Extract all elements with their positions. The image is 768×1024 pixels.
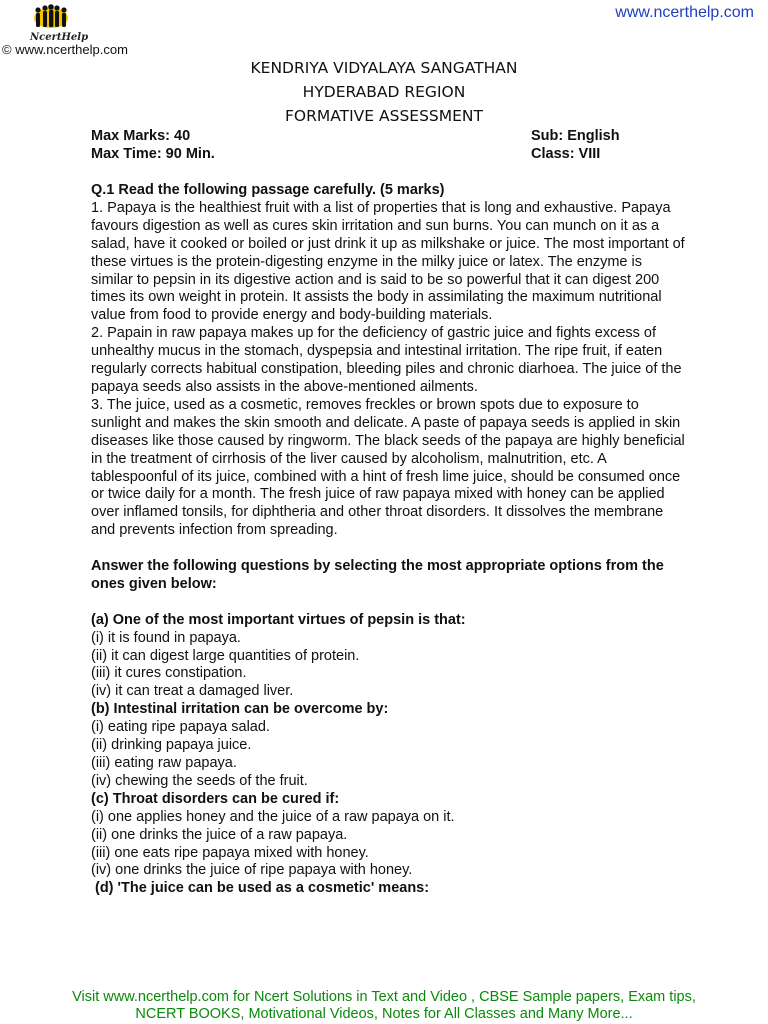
passage-paragraph-1: 1. Papaya is the healthiest fruit with a list of properties that is long and exhaustive. Papaya favours digestion as well as cures skin irritation and sun burns. You can munch on it as a salad, have it cooked or boiled or just drink it up as milkshake or juice. The most important of these virtues is the protein-digesting enzyme in the milky juice or latex. The enzyme is similar to pepsin in its digestive action and is said to be so powerful that it can digest 200 times its own weight in protein. It assists the body in assimilating the maximum nutritional value from food to provide energy and body-building materials. [91,199,685,324]
max-marks: Max Marks: 40 [91,128,191,144]
option: (i) it is found in papaya. [91,629,241,646]
question-d: (d) 'The juice can be used as a cosmetic' means: [95,880,430,897]
title-organization: KENDRIYA VIDYALAYA SANGATHAN [250,59,518,77]
question-a: (a) One of the most important virtues of pepsin is that: [91,611,466,628]
exam-meta [91,128,651,163]
copyright-text: © www.ncerthelp.com [2,42,128,57]
option: (ii) it can digest large quantities of protein. [91,647,360,664]
option: (i) eating ripe papaya salad. [91,719,270,736]
question-b: (b) Intestinal irritation can be overcome by: [91,701,389,718]
passage-paragraph-2: 2. Papain in raw papaya makes up for the deficiency of gastric juice and fights excess of unhealthy mucus in the stomach, dyspepsia and intestinal irritation. The ripe fruit, if eaten regularly corrects habitual constipation, bleeding piles and chronic diarhoea. The juice of the papaya seeds also assists in the above-mentioned ailments. [91,325,682,395]
footer-line-2[interactable]: NCERT BOOKS, Motivational Videos, Notes for All Classes and Many More... [135,1006,633,1022]
option: (ii) one drinks the juice of a raw papaya. [91,826,348,843]
option: (iii) eating raw papaya. [91,754,237,771]
footer-line-1[interactable]: Visit www.ncerthelp.com for Ncert Solutions in Text and Video , CBSE Sample papers, Exam tips, [72,989,696,1005]
logo-text: NcertHelp [30,32,89,43]
site-link[interactable]: www.ncerthelp.com [615,4,754,21]
option: (iv) it can treat a damaged liver. [91,683,294,700]
option: (i) one applies honey and the juice of a raw papaya on it. [91,808,455,825]
document-titles [0,56,768,128]
question-c: (c) Throat disorders can be cured if: [91,790,340,807]
subject: Sub: English [531,128,620,144]
option: (iii) one eats ripe papaya mixed with honey. [91,844,369,861]
question-content [91,182,687,898]
footer-promo [0,989,768,1023]
passage-paragraph-3: 3. The juice, used as a cosmetic, removes freckles or brown spots due to exposure to sunlight and makes the skin smooth and delicate. A paste of papaya seeds is applied in skin diseases like those caused by ringworm. The black seeds of the papaya are highly beneficial in the treatment of cirrhosis of the liver caused by alcoholism, malnutrition, etc. A tablespoonful of its juice, combined with a hint of fresh lime juice, should be consumed once or twice daily for a month. The fresh juice of raw papaya mixed with honey can be applied over inflamed tonsils, for diphtheria and other throat disorders. It dissolves the membrane and prevents infection from spreading. [91,396,685,539]
question-heading: Q.1 Read the following passage carefully. (5 marks) [91,182,445,198]
option: (iii) it cures constipation. [91,665,247,682]
option: (iv) one drinks the juice of ripe papaya with honey. [91,862,413,879]
option: (iv) chewing the seeds of the fruit. [91,772,308,789]
instruction-text: Answer the following questions by selecting the most appropriate options from the ones given below: [91,558,664,592]
title-assessment: FORMATIVE ASSESSMENT [284,107,483,125]
title-region: HYDERABAD REGION [302,83,466,101]
class: Class: VIII [531,145,601,162]
max-time: Max Time: 90 Min. [91,145,215,162]
option: (ii) drinking papaya juice. [91,737,252,754]
